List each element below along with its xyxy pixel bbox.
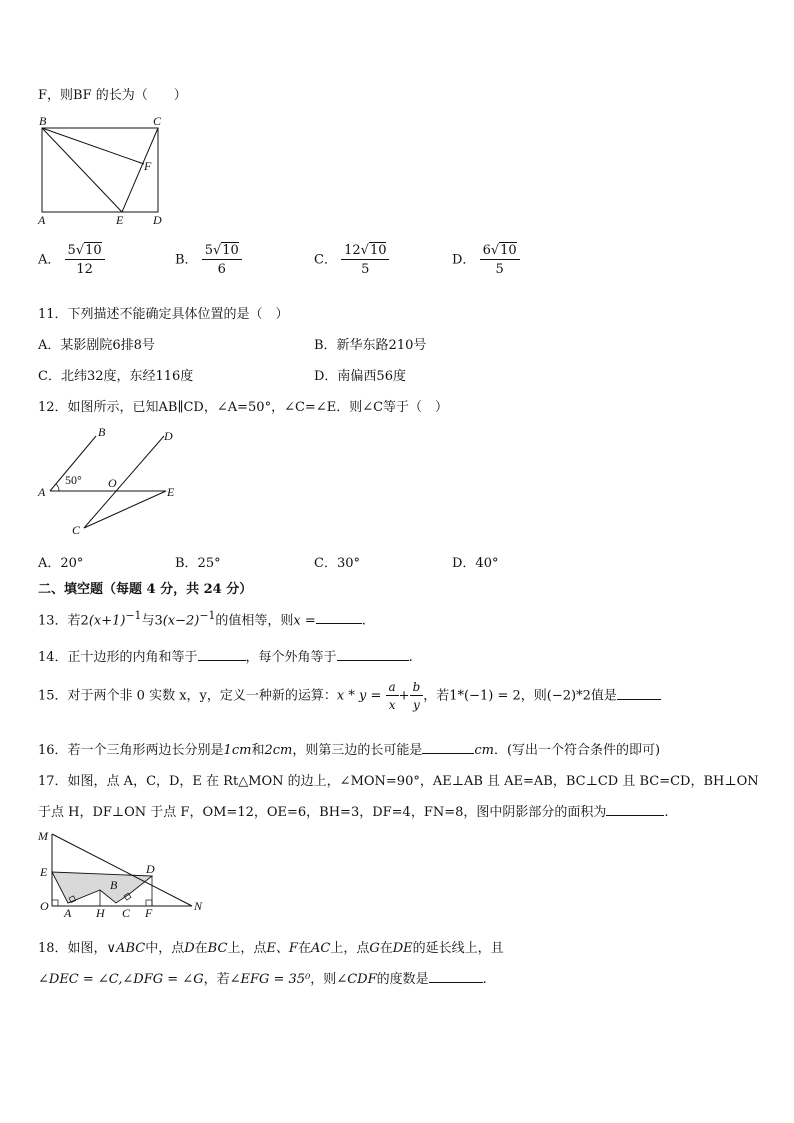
q11-option-c[interactable]: C．北纬32度，东经116度 — [38, 369, 194, 384]
q12-parallel-lines-figure — [36, 424, 186, 540]
q17-label-o: O — [40, 899, 49, 913]
q17-label-h: H — [96, 906, 105, 918]
q18-answer-blank[interactable] — [429, 970, 483, 983]
q12-label-d: D — [164, 429, 173, 443]
q12-label-a: A — [38, 485, 46, 499]
q17-label-c: C — [122, 906, 131, 918]
q12-option-d[interactable]: D．40° — [452, 556, 499, 571]
q10-label-a: A — [38, 213, 46, 227]
q17-label-e: E — [40, 865, 48, 879]
q12-label-c: C — [72, 523, 81, 537]
q16-answer-blank[interactable] — [422, 741, 474, 754]
q12-label-b: B — [98, 425, 106, 439]
q13: 13．若$2(x+1)^{-1}$与$3(x-2)^{-1}$的值相等，则x = . — [38, 609, 366, 629]
q10-option-d[interactable]: D． $\frac{6√10}{5}$ — [452, 243, 520, 277]
q17-label-f: F — [145, 906, 153, 918]
q12-option-b[interactable]: B．25° — [175, 556, 221, 571]
q10-option-a[interactable]: A． $\frac{5√10}{12}$ — [38, 243, 105, 277]
q13-answer-blank[interactable] — [316, 611, 362, 624]
q17-label-n: N — [194, 899, 203, 913]
q14: 14．正十边形的内角和等于 ，每个外角等于 . — [38, 650, 413, 665]
q10-label-b: B — [39, 114, 47, 128]
q15-answer-blank[interactable] — [617, 687, 661, 700]
q18-line-2: ∠DEC = ∠C,∠DFG = ∠G，若∠EFG = 35⁰，则∠CDF的度数是 . — [38, 972, 487, 987]
q12-label-e: E — [167, 485, 175, 499]
q12-label-o: O — [108, 476, 117, 490]
q17-line-1: 17．如图，点 A，C，D，E 在 Rt△MON 的边上，∠MON=90°，AE⊥AB 且 AE=AB，BC⊥CD 且 BC=CD，BH⊥ON — [38, 774, 759, 789]
q17-label-a: A — [64, 906, 72, 918]
section-fill-in-title: 二、填空题（每题 4 分，共 24 分） — [38, 582, 253, 597]
q12-angle-label: 50° — [65, 473, 82, 487]
q16: 16．若一个三角形两边长分别是1cm和2cm，则第三边的长可能是 cm．(写出一个符合条件的即可) — [38, 743, 661, 758]
q17-triangle-figure — [36, 828, 208, 918]
q11-option-a[interactable]: A．某影剧院6排8号 — [38, 338, 155, 353]
q10-option-c[interactable]: C． $\frac{12√10}{5}$ — [314, 243, 389, 277]
q17-answer-blank[interactable] — [606, 803, 664, 816]
q14-answer-blank-2[interactable] — [337, 648, 409, 661]
q12-stem: 12．如图所示，已知AB∥CD，∠A=50°，∠C=∠E．则∠C等于（ ） — [38, 400, 449, 415]
q10-label-f: F — [144, 159, 152, 173]
q17-label-m: M — [38, 829, 48, 843]
q10-stem-tail: F，则BF 的长为（ ） — [38, 88, 187, 103]
q11-stem: 11．下列描述不能确定具体位置的是（ ） — [38, 307, 289, 322]
q12-option-c[interactable]: C．30° — [314, 556, 360, 571]
q17-label-b: B — [110, 878, 118, 892]
q10-label-c: C — [153, 114, 162, 128]
q10-rectangle-figure — [36, 112, 176, 228]
q10-option-b[interactable]: B． $\frac{5√10}{6}$ — [175, 243, 242, 277]
q14-answer-blank-1[interactable] — [198, 648, 246, 661]
q17-line-2: 于点 H，DF⊥ON 于点 F，OM=12，OE=6，BH=3，DF=4，FN=8，图中阴影部分的面积为 . — [38, 805, 669, 820]
q10-label-d: D — [153, 213, 162, 227]
q18-line-1: 18．如图，∨ABC中，点D在BC上，点E、F在AC上，点G在DE的延长线上，且 — [38, 941, 504, 956]
q17-label-d: D — [146, 862, 155, 876]
q11-option-b[interactable]: B．新华东路210号 — [314, 338, 427, 353]
q11-option-d[interactable]: D．南偏西56度 — [314, 369, 406, 384]
q15: 15．对于两个非 0 实数 x，y，定义一种新的运算：x * y = $\frac{a}{x}$ + $\frac{b}{y}$ ，若1*(−1) = 2，则(−2)*2值是 — [38, 680, 661, 712]
q10-label-e: E — [116, 213, 124, 227]
q12-option-a[interactable]: A．20° — [38, 556, 84, 571]
